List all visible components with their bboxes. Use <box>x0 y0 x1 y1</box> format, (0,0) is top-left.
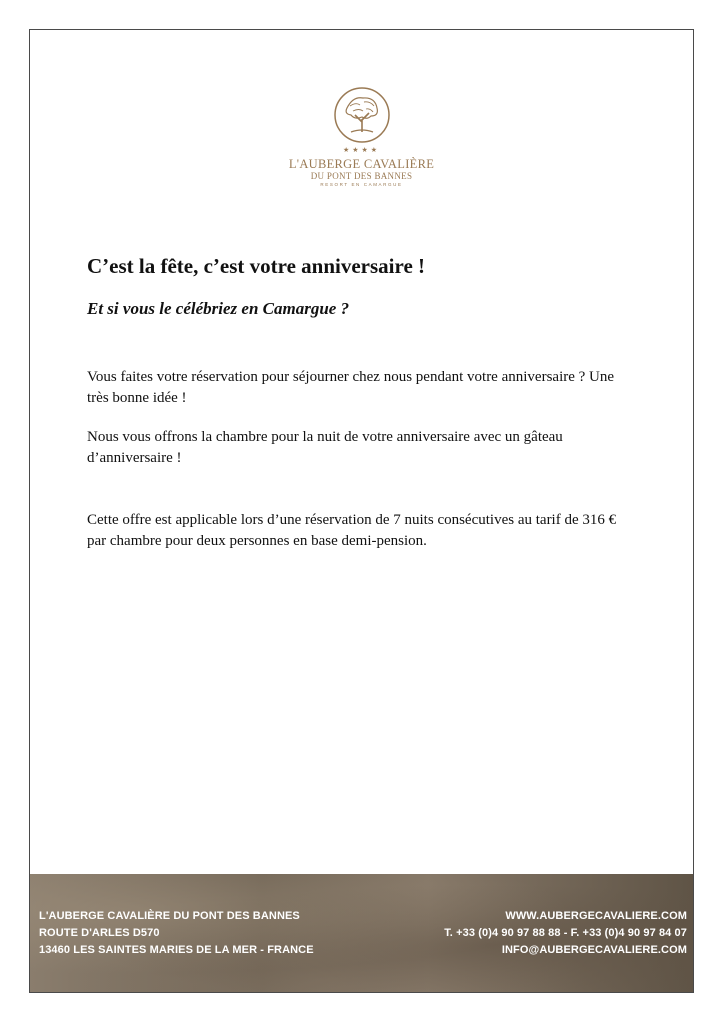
tree-emblem-icon <box>333 86 391 144</box>
logo-tagline: RESORT EN CAMARGUE <box>320 182 403 187</box>
document-subtitle: Et si vous le célébriez en Camargue ? <box>87 299 350 318</box>
footer-email-link[interactable]: INFO@AUBERGECAVALIERE.COM <box>501 944 687 956</box>
paragraph-reservation: Vous faites votre réservation pour séjourner chez nous pendant votre anniversaire ? Une très bonne idée ! <box>87 369 615 406</box>
footer-banner <box>30 874 693 992</box>
footer-address <box>39 908 314 959</box>
document-title: C’est la fête, c’est votre anniversaire ! <box>87 254 426 278</box>
footer-address-line: ROUTE D'ARLES D570 <box>39 927 160 939</box>
footer-contact <box>444 908 687 959</box>
footer-phone: T. +33 (0)4 90 97 88 88 - F. +33 (0)4 90 97 84 07 <box>444 927 687 939</box>
logo-subname: DU PONT DES BANNES <box>310 171 413 181</box>
logo <box>30 86 693 189</box>
paragraph-conditions: Cette offre est applicable lors d’une réservation de 7 nuits consécutives au tarif de 316 € par chambre pour deux personnes en base demi-pension. <box>87 512 617 549</box>
footer-address-line: L'AUBERGE CAVALIÈRE DU PONT DES BANNES <box>39 910 300 922</box>
rating-stars-icon: ★★★★ <box>342 146 381 154</box>
footer-website-link[interactable]: WWW.AUBERGECAVALIERE.COM <box>505 910 687 922</box>
paragraph-offer: Nous vous offrons la chambre pour la nuit de votre anniversaire avec un gâteau d’anniversaire ! <box>87 429 563 466</box>
footer-address-line: 13460 LES SAINTES MARIES DE LA MER - FRANCE <box>39 944 314 956</box>
logo-name: L'AUBERGE CAVALIÈRE <box>288 157 435 171</box>
